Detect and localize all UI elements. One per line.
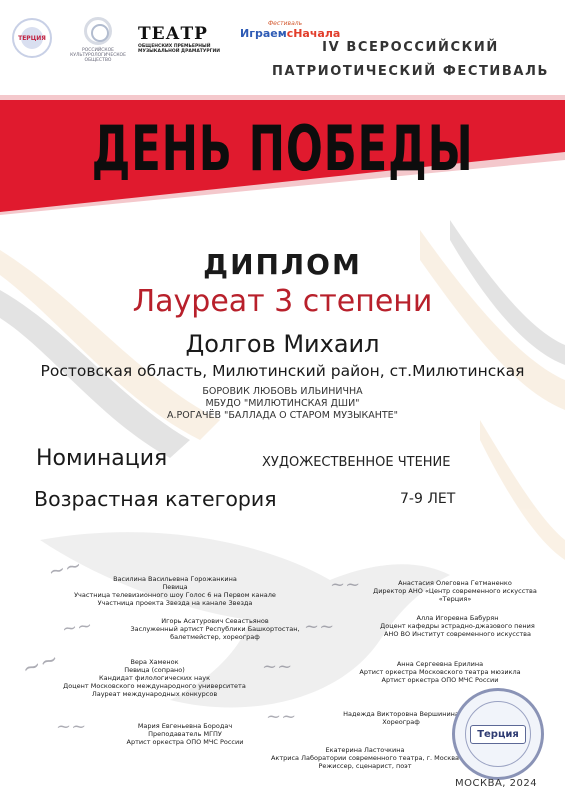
jury-role: Певица <box>162 583 188 591</box>
jury-role: Актриса Лаборатории современного театра, г. Москва <box>270 754 460 762</box>
jury-role: Участница телевизионного шоу Голос 6 на Первом канале <box>74 591 276 599</box>
laureate-degree: Лауреат 3 степени <box>132 284 433 319</box>
diploma-heading: ДИПЛОМ <box>203 248 362 281</box>
age-category-value: 7-9 ЛЕТ <box>400 491 456 507</box>
jury-name: Василина Васильевна Горожанкина <box>113 575 237 583</box>
performed-piece: А.РОГАЧЁВ "БАЛЛАДА О СТАРОМ МУЗЫКАНТЕ" <box>166 410 399 421</box>
footer-city-year: МОСКВА, 2024 <box>455 778 538 789</box>
banner-title: ДЕНЬ ПОБЕДЫ <box>91 112 474 185</box>
jury-member-2 <box>355 579 555 603</box>
stamp-inner-ring-icon <box>465 701 531 767</box>
jury-role: Артист оркестра ОПО МЧС России <box>126 738 244 746</box>
jury-name: Надежда Викторовна Вершинина <box>343 710 459 718</box>
society-logo <box>66 17 130 63</box>
signature-6: ~~ <box>304 616 335 637</box>
jury-role: Певица (сопрано) <box>124 666 185 674</box>
jury-role: Заслуженный артист Республики Башкортостан, <box>130 625 300 633</box>
jury-role: Доцент Московского международного университета <box>63 682 246 690</box>
teacher-block <box>0 386 565 422</box>
official-stamp <box>452 688 544 780</box>
nomination-label: Номинация <box>36 446 168 471</box>
play-again-logo-word2: сНачала <box>286 27 341 40</box>
jury-role: Артист оркестра Московского театра мюзикла <box>359 668 521 676</box>
jury-name: Мария Евгеньевна Бородач <box>137 722 233 730</box>
jury-member-5 <box>42 658 267 698</box>
jury-role: балетмейстер, хореограф <box>170 633 260 641</box>
terciya-logo <box>12 18 52 58</box>
jury-member-1 <box>60 575 290 607</box>
jury-role: Участница проекта Звезда на канале Звезда <box>97 599 253 607</box>
nomination-value: ХУДОЖЕСТВЕННОЕ ЧТЕНИЕ <box>262 455 451 470</box>
jury-name: Вера Хаменок <box>130 658 179 666</box>
jury-role: Доцент кафедры эстрадно-джазового пения <box>380 622 535 630</box>
jury-member-3 <box>105 617 325 641</box>
signature-8: ~~ <box>266 706 297 727</box>
jury-member-6 <box>345 660 535 684</box>
jury-role: «Терция» <box>438 595 472 603</box>
jury-role: Хореограф <box>382 718 420 726</box>
school-name: МБУДО "МИЛЮТИНСКАЯ ДШИ" <box>205 398 360 409</box>
age-category-label: Возрастная категория <box>34 487 277 511</box>
participant-name: Долгов Михаил <box>185 330 380 358</box>
signature-1: ~~ <box>45 552 84 584</box>
participant-region: Ростовская область, Милютинский район, ст.Милютинская <box>40 362 525 380</box>
jury-role: Артист оркестра ОПО МЧС России <box>381 676 499 684</box>
signature-4: ~~ <box>56 716 87 737</box>
terciya-logo-text: ТЕРЦИЯ <box>21 27 43 49</box>
signature-3: ~~ <box>18 646 63 683</box>
signature-7: ~~ <box>262 656 293 677</box>
play-again-logo-word1: Играем <box>240 27 287 40</box>
stamp-label: Терция <box>470 725 526 744</box>
signature-5: ~~ <box>330 574 361 595</box>
jury-member-4 <box>355 614 560 638</box>
society-logo-caption: РОССИЙСКОЕ КУЛЬТУРОЛОГИЧЕСКОЕ ОБЩЕСТВО <box>70 48 126 63</box>
festival-title-line2: ПАТРИОТИЧЕСКИЙ ФЕСТИВАЛЬ <box>272 64 549 79</box>
jury-member-8 <box>110 722 260 746</box>
jury-name: Алла Игоревна Бабурян <box>416 614 499 622</box>
jury-name: Игорь Асатурович Севастьянов <box>161 617 269 625</box>
theatre-logo-subtitle: ОБЩЕНСКИХ ПРЕМЬЕРНЫЙ МУЗЫКАЛЬНОЙ ДРАМАТУРГИИ <box>138 44 221 54</box>
jury-role: Лауреат международных конкурсов <box>91 690 218 698</box>
jury-name: Анна Сергеевна Ерилина <box>396 660 484 668</box>
signature-2: ~~ <box>60 615 94 640</box>
teacher-name: БОРОВИК ЛЮБОВЬ ИЛЬИНИЧНА <box>202 386 363 397</box>
jury-role: Директор АНО «Центр современного искусства <box>373 587 537 595</box>
jury-role: Режиссер, сценарист, поэт <box>318 762 412 770</box>
jury-member-9 <box>260 746 470 770</box>
jury-role: Преподаватель МГПУ <box>148 730 222 738</box>
festival-title-line1: IV ВСЕРОССИЙСКИЙ <box>322 40 499 55</box>
jury-role: Кандидат филологических наук <box>98 674 211 682</box>
theatre-logo <box>138 24 230 54</box>
jury-name: Анастасия Олеговна Гетманенко <box>398 579 512 587</box>
theatre-logo-title: ТЕАТР <box>138 24 208 44</box>
jury-role: АНО ВО Институт современного искусства <box>383 630 531 638</box>
jury-name: Екатерина Ласточкина <box>325 746 405 754</box>
play-again-logo-tag: Фестиваль <box>268 20 303 27</box>
society-logo-ring-icon <box>84 17 112 45</box>
festival-title <box>272 36 549 84</box>
